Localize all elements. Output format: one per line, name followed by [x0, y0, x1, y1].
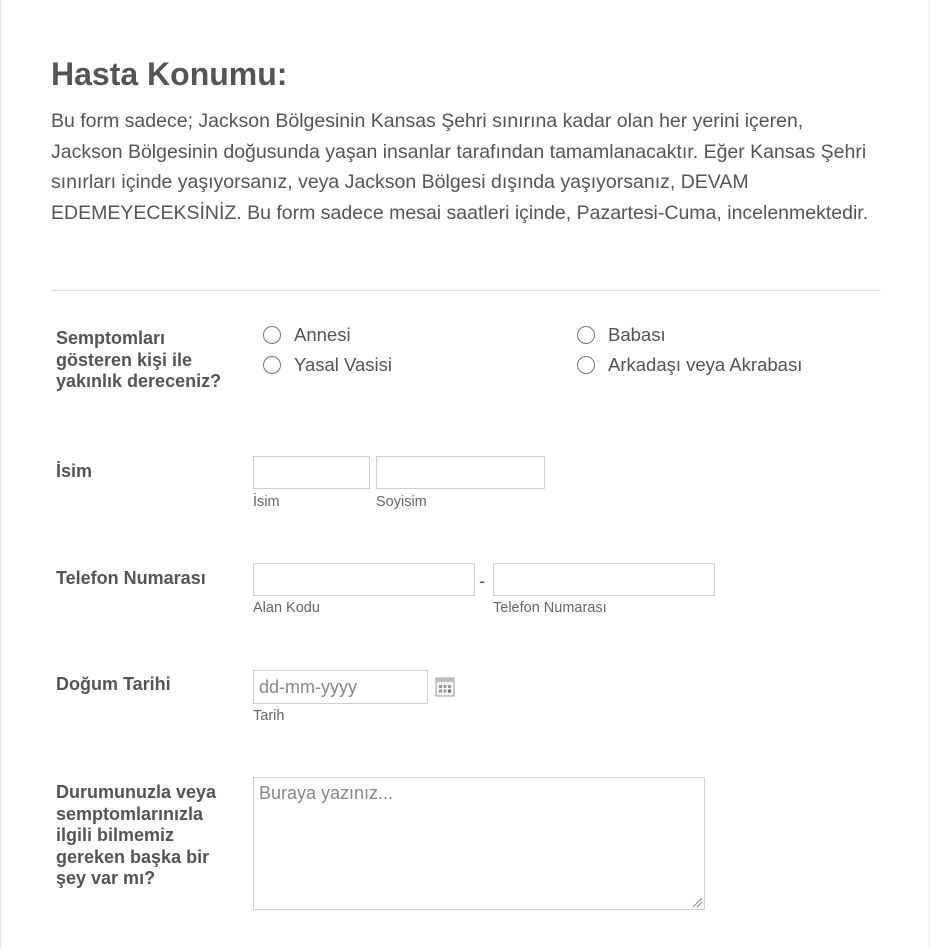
- radio-option-arkadasi-veya-akrabasi[interactable]: [577, 354, 802, 376]
- first-name-sublabel: İsim: [253, 494, 280, 510]
- last-name-input[interactable]: [376, 456, 545, 489]
- radio-circle[interactable]: [577, 356, 595, 374]
- page-title: Hasta Konumu:: [51, 56, 288, 92]
- radio-circle[interactable]: [263, 326, 281, 344]
- area-code-input[interactable]: [253, 563, 475, 596]
- name-label: İsim: [56, 461, 93, 481]
- radio-circle[interactable]: [263, 356, 281, 374]
- radio-label: Yasal Vasisi: [294, 354, 393, 375]
- relation-label: Semptomları gösteren kişi ile yakınlık dereceniz?: [56, 328, 222, 391]
- radio-label: Annesi: [294, 324, 351, 345]
- area-code-sublabel: Alan Kodu: [253, 600, 320, 616]
- phone-number-input[interactable]: [493, 563, 715, 596]
- birthdate-sublabel: Tarih: [253, 708, 285, 724]
- radio-option-annesi[interactable]: [263, 324, 351, 346]
- calendar-icon[interactable]: [435, 677, 455, 697]
- birthdate-label: Doğum Tarihi: [56, 674, 171, 694]
- birthdate-input[interactable]: [253, 670, 428, 704]
- radio-label: Babası: [608, 324, 666, 345]
- form-description: Bu form sadece; Jackson Bölgesinin Kansas Şehri sınırına kadar olan her yerini içeren, Jackson Bölgesinin doğusunda yaşan insanlar tarafından tamamlanacaktır. Eğer Kansas Şehri sınırları içinde yaşıyorsanız, veya Jackson Bölgesi dışında yaşıyorsanız, DEVAM EDEMEYECEKSİNİZ. Bu form sadece mesai saatleri içinde, Pazartesi-Cuma, incelenmektedir.: [51, 110, 869, 224]
- first-name-input[interactable]: [253, 456, 370, 489]
- resize-grip-icon[interactable]: [691, 896, 703, 908]
- phone-number-sublabel: Telefon Numarası: [493, 600, 607, 616]
- radio-option-yasal-vasisi[interactable]: [263, 354, 392, 376]
- phone-label: Telefon Numarası: [56, 568, 206, 588]
- notes-textarea[interactable]: [253, 777, 705, 910]
- radio-label: Arkadaşı veya Akrabası: [608, 354, 803, 375]
- last-name-sublabel: Soyisim: [376, 494, 427, 510]
- radio-option-babasi[interactable]: [577, 324, 666, 346]
- radio-circle[interactable]: [577, 326, 595, 344]
- notes-label: Durumunuzla veya semptomlarınızla ilgili bilmemiz gereken başka bir şey var mı?: [56, 782, 217, 888]
- phone-separator: -: [479, 571, 485, 591]
- section-divider: [51, 290, 881, 291]
